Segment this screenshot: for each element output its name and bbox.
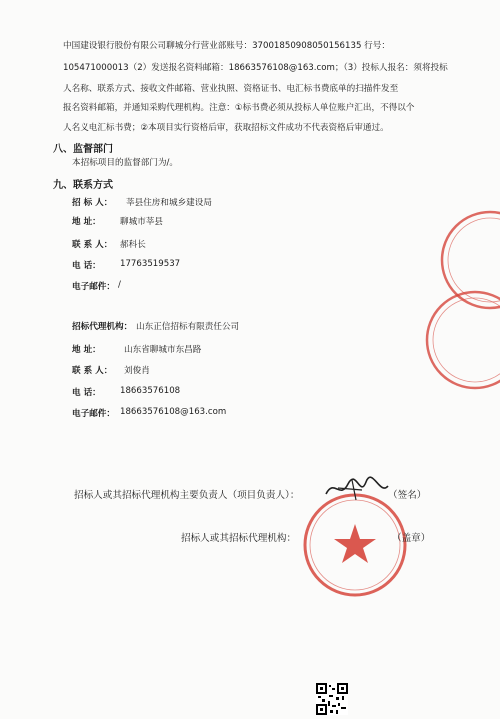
agency-phone-label: 电 话： (72, 388, 101, 398)
section-8-heading: 八、监督部门 (53, 144, 113, 155)
agency-contact-label: 联 系 人： (72, 366, 113, 376)
signature-line-1-suffix: （签名） (388, 490, 427, 501)
signature-line-1 (74, 487, 299, 501)
tenderer-contact: 郝科长 (120, 240, 146, 250)
signature-line-1-text: 招标人或其招标代理机构主要负责人（项目负责人）： (74, 490, 300, 501)
agency-name: 山东正信招标有限责任公司 (136, 322, 240, 332)
partial-seal-middle-icon (405, 285, 500, 395)
section-9-heading: 九、联系方式 (53, 180, 113, 191)
tenderer-name-label: 招 标 人： (72, 198, 113, 208)
agency-email-label: 电子邮件： (72, 409, 115, 419)
body-line-1: 中国建设银行股份有限公司聊城分行营业部账号：37001850908050156135 行号： (63, 41, 390, 51)
agency-name-label: 招标代理机构： (72, 322, 133, 332)
tenderer-email: / (118, 280, 121, 290)
tenderer-name: 莘县住房和城乡建设局 (126, 198, 212, 208)
tenderer-address-label: 地 址： (72, 217, 101, 227)
qr-code-icon (316, 683, 348, 715)
agency-address: 山东省聊城市东昌路 (124, 345, 202, 355)
body-line-4: 报名资料邮箱，并通知采购代理机构。注意：①标书费必须从投标人单位账户汇出，不得以个 (63, 103, 415, 113)
company-seal-icon (300, 490, 410, 600)
tenderer-email-label: 电子邮件： (72, 282, 115, 292)
agency-email: 18663576108@163.com (120, 407, 227, 417)
tenderer-address: 聊城市莘县 (120, 217, 163, 227)
body-line-2: 105471000013（2）发送报名资料邮箱：18663576108@163.com；（3）投标人报名：须将投标 (63, 63, 448, 73)
agency-address-label: 地 址： (72, 345, 101, 355)
agency-contact: 刘俊肖 (124, 366, 150, 376)
body-line-5: 人名义电汇标书费；②本项目实行资格后审，获取招标文件成功不代表资格后审通过。 (63, 123, 389, 133)
section-8-text: 本招标项目的监督部门为/。 (72, 158, 179, 168)
tenderer-contact-label: 联 系 人： (72, 240, 113, 250)
agency-phone: 18663576108 (120, 386, 181, 396)
body-line-3: 人名称、联系方式、接收文件邮箱、营业执照、资格证书、电汇标书费底单的扫描件发至 (63, 84, 399, 94)
handwritten-signature-icon (322, 474, 392, 504)
tenderer-phone-label: 电 话： (72, 261, 101, 271)
signature-line-2-suffix: （盖章） (392, 533, 431, 544)
signature-line-2: 招标人或其招标代理机构： (181, 533, 297, 544)
tenderer-phone: 17763519537 (120, 259, 181, 269)
